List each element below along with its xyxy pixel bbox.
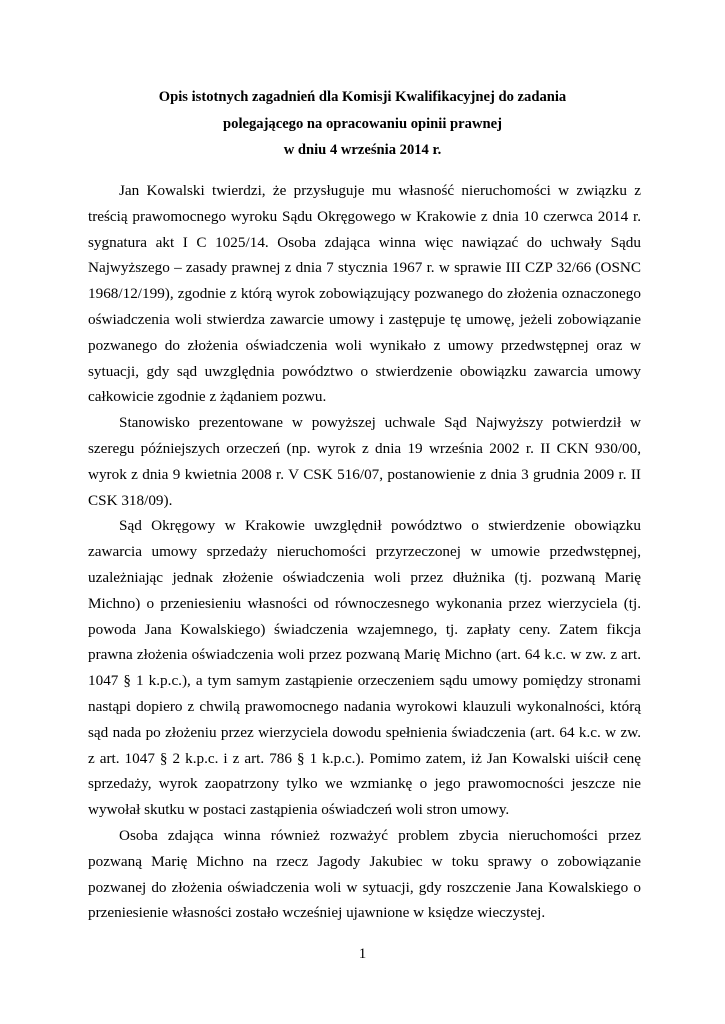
paragraph: Sąd Okręgowy w Krakowie uwzględnił powództwo o stwierdzenie obowiązku zawarcia umowy sprzedaży nieruchomości przyrzeczonej w umowie przedwstępnej, uzależniając jednak złożenie oświadczenia woli przez dłużnika (tj. pozwaną Marię Michno) o przeniesieniu własności od równoczesnego wykonania przez wierzyciela (tj. powoda Jana Kowalskiego) świadczenia wzajemnego, tj. zapłaty ceny. Zatem fikcja prawna złożenia oświadczenia woli przez pozwaną Marię Michno (art. 64 k.c. w zw. z art. 1047 § 1 k.p.c.), a tym samym zastąpienie orzeczeniem sądu umowy pomiędzy stronami nastąpi dopiero z chwilą prawomocnego nadania wyrokowi klauzuli wykonalności, którą sąd nada po złożeniu przez wierzyciela dowodu spełnienia świadczenia (art. 64 k.c. w zw. z art. 1047 § 2 k.p.c. i z art. 786 § 1 k.p.c.). Pomimo zatem, iż Jan Kowalski uiścił cenę sprzedaży, wyrok zaopatrzony tylko we wzmiankę o jego prawomocności jeszcze nie wywołał skutku w postaci zastąpienia oświadczeń woli stron umowy.	[88, 517, 641, 819]
document-body	[88, 178, 641, 926]
title-line: polegającego na opracowaniu opinii prawnej	[223, 115, 502, 132]
paragraph: Stanowisko prezentowane w powyższej uchwale Sąd Najwyższy potwierdził w szeregu późniejszych orzeczeń (np. wyrok z dnia 19 września 2002 r. II CKN 930/00, wyrok z dnia 9 kwietnia 2008 r. V CSK 516/07, postanowienie z dnia 3 grudnia 2009 r. II CSK 318/09).	[88, 414, 641, 509]
title-line: Opis istotnych zagadnień dla Komisji Kwalifikacyjnej do zadania	[158, 89, 567, 105]
paragraph: Osoba zdająca winna również rozważyć problem zbycia nieruchomości przez pozwaną Marię Michno na rzecz Jagody Jakubiec w toku sprawy o zobowiązanie pozwanej do złożenia oświadczenia woli w sytuacji, gdy roszczenie Jana Kowalskiego o przeniesienie własności zostało wcześniej ujawnione w księdze wieczystej.	[88, 826, 641, 922]
document-title	[90, 84, 635, 164]
page-number: 1	[358, 946, 367, 962]
paragraph: Jan Kowalski twierdzi, że przysługuje mu własność nieruchomości w związku z treścią prawomocnego wyroku Sądu Okręgowego w Krakowie z dnia 10 czerwca 2014 r. sygnatura akt I C 1025/14. Osoba zdająca winna więc nawiązać do uchwały Sądu Najwyższego – zasady prawnej z dnia 7 stycznia 1967 r. w sprawie III CZP 32/66 (OSNC 1968/12/199), zgodnie z którą wyrok zobowiązujący pozwanego do złożenia oznaczonego oświadczenia woli stwierdza zawarcie umowy i zastępuje tę umowę, jeżeli zobowiązanie pozwanego do złożenia oświadczenia woli wynikało z umowy przedwstępnej oraz w sytuacji, gdy sąd uwzględnia powództwo o stwierdzenie obowiązku zawarcia umowy całkowicie zgodnie z żądaniem pozwu.	[88, 182, 641, 406]
title-line: w dniu 4 września 2014 r.	[283, 142, 442, 158]
